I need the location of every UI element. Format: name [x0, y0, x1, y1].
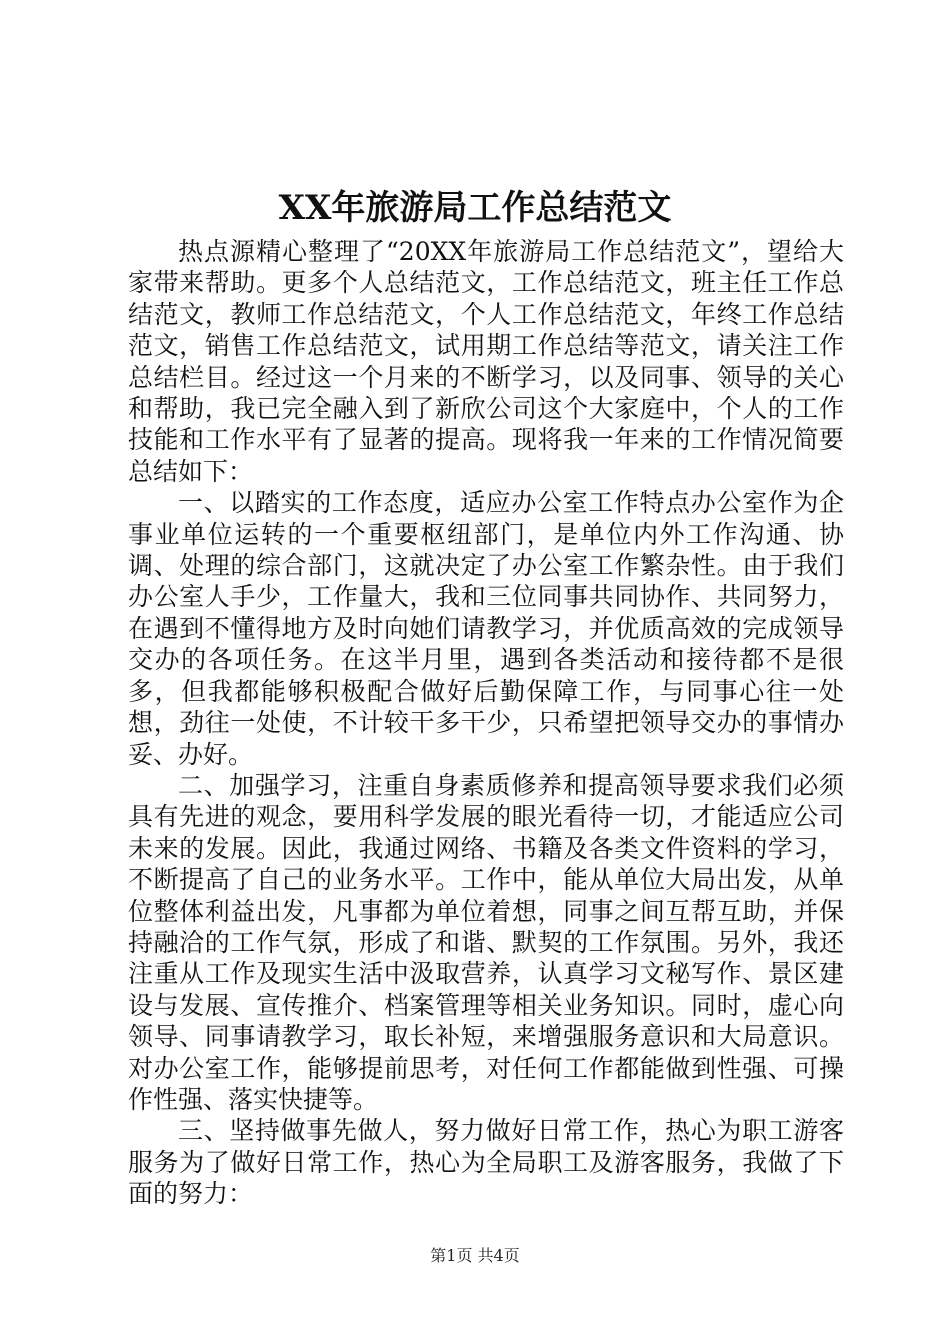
- document-title: XX年旅游局工作总结范文: [278, 188, 672, 228]
- paragraph-section-3: 三、坚持做事先做人，努力做好日常工作，热心为职工游客服务为了做好日常工作，热心为全局职工及游客服务，我做了下面的努力：: [128, 1116, 844, 1209]
- paragraph-section-1: 一、以踏实的工作态度，适应办公室工作特点办公室作为企事业单位运转的一个重要枢纽部门，是单位内外工作沟通、协调、处理的综合部门，这就决定了办公室工作繁杂性。由于我们办公室人手少，工作量大，我和三位同事共同协作、共同努力，在遇到不懂得地方及时向她们请教学习，并优质高效的完成领导交办的各项任务。在这半月里，遇到各类活动和接待都不是很多，但我都能够积极配合做好后勤保障工作，与同事心往一处想，劲往一处使，不计较干多干少，只希望把领导交办的事情办妥、办好。: [128, 488, 844, 769]
- paragraph-intro: 热点源精心整理了“20XX年旅游局工作总结范文”，望给大家带来帮助。更多个人总结范文，工作总结范文，班主任工作总结范文，教师工作总结范文，个人工作总结范文，年终工作总结范文，销售工作总结范文，试用期工作总结等范文，请关注工作总结栏目。经过这一个月来的不断学习，以及同事、领导的关心和帮助，我已完全融入到了新欣公司这个大家庭中，个人的工作技能和工作水平有了显著的提高。现将我一年来的工作情况简要总结如下：: [128, 237, 844, 486]
- paragraph-section-2: 二、加强学习，注重自身素质修养和提高领导要求我们必须具有先进的观念，要用科学发展的眼光看待一切，才能适应公司未来的发展。因此，我通过网络、书籍及各类文件资料的学习，不断提高了自己的业务水平。工作中，能从单位大局出发，从单位整体利益出发，凡事都为单位着想，同事之间互帮互助，并保持融洽的工作气氛，形成了和谐、默契的工作氛围。另外，我还注重从工作及现实生活中汲取营养，认真学习文秘写作、景区建设与发展、宣传推介、档案管理等相关业务知识。同时，虚心向领导、同事请教学习，取长补短，来增强服务意识和大局意识。对办公室工作，能够提前思考，对任何工作都能做到性强、可操作性强、落实快捷等。: [128, 770, 844, 1114]
- page-number-label: 第1页 共4页: [430, 1246, 520, 1265]
- document-body: [128, 236, 844, 1210]
- page-footer: [0, 1245, 950, 1267]
